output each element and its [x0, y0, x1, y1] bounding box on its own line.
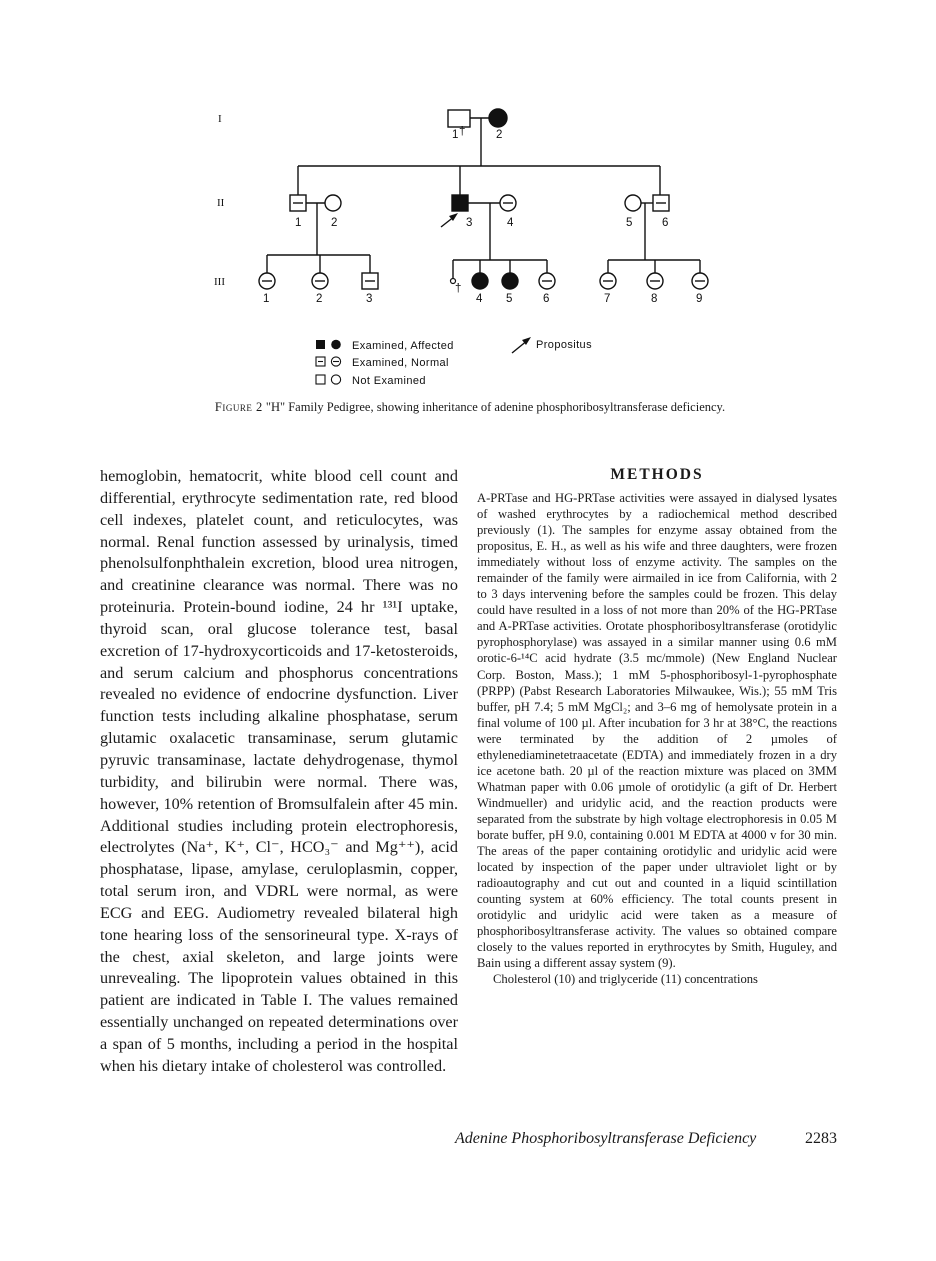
- deceased-mark-I-1: †: [459, 126, 466, 138]
- running-title: Adenine Phosphoribosyltransferase Deficiency: [455, 1130, 757, 1147]
- section-heading-methods: METHODS: [610, 466, 704, 483]
- individual-II-2: [325, 195, 341, 211]
- generation-label-III: III: [214, 276, 225, 288]
- generation-label-I: I: [218, 113, 222, 125]
- individual-II-6: [653, 195, 669, 211]
- individual-III-2: [312, 273, 328, 289]
- legend-normal-label: Examined, Normal: [352, 357, 449, 369]
- individual-III-3: [362, 273, 378, 289]
- figure-caption-text: "H" Family Pedigree, showing inheritance of adenine phosphoribosyltransferase deficiency.: [265, 400, 726, 414]
- figure-label: Figure 2: [214, 400, 263, 414]
- individual-label-II-2: 2: [331, 217, 338, 229]
- individual-label-II-3: 3: [466, 217, 473, 229]
- legend-not-examined-label: Not Examined: [352, 375, 426, 387]
- left-column: [100, 466, 458, 1078]
- individual-III-1: [259, 273, 275, 289]
- generation-label-II: II: [217, 197, 225, 209]
- methods-paragraph-1: A-PRTase and HG-PRTase activities were assayed in dialysed lysates of washed erythrocytes by a radiochemical method described previously (1). The samples for enzyme assay obtained from the propositus, E. H., as well as his wife and three daughters, were frozen immediately without loss of enzyme activity. The samples on the remainder of the family were airmailed in ice from California, with 2 to 3 days intervening before the samples could be frozen. This delay could have resulted in a loss of not more than 20% of the HG-PRTase and A-PRTase activities. Orotate phosphoribosyltransferase (orotidylic pyrophosphorylase) was assayed in a similar manner using 0.6 mM orotic-6-¹⁴C acid hydrate (3.5 mc/mmole) (New England Nuclear Corp. Boston, Mass.); 1 mM 5-phosphoribosyl-1-pyrophosphate (PRPP) (Pabst Research Laboratories Milwaukee, Wis.); 55 mM Tris buffer, pH 7.4; 5 mM MgCl₂; and 3–6 mg of hemolysate protein in a final volume of 100 µl. After incubation for 3 hr at 38°C, the reactions were terminated by the addition of 2 µmoles of ethylenediaminetetraacetate (EDTA) and immediately frozen in a dry ice acetone bath. 20 µl of the reaction mixture was placed on 3MM Whatman paper with 0.06 µmole of orotidylic (a gift of Dr. Herbert Windmueller) and uridylic acid, and the reaction products were separated from the substrate by high voltage electrophoresis in 0.05 M borate buffer, pH 9.0, containing 0.001 M EDTA at 4000 v for 30 min. The areas of the paper containing orotidylic and uridylic acid were located by inspection of the paper under ultraviolet light or by radioautography and cut out and counted in a liquid scintillation counting system at 60% efficiency. The total counts present in orotidylic and uridylic acid were taken as a measure of phosphoribosyltransferase activity. The values so obtained compare closely to the values reported in erythrocytes by Smith, Huguley, and Bain using a different assay system (9).: [477, 491, 837, 971]
- legend-affected-symbols: [316, 340, 341, 350]
- individual-label-II-4: 4: [507, 217, 514, 229]
- legend-propositus-label: Propositus: [536, 339, 592, 351]
- right-column: [477, 464, 837, 987]
- individual-label-III-8: 8: [651, 293, 658, 305]
- individual-I-1: [448, 110, 470, 127]
- individual-label-II-5: 5: [626, 217, 633, 229]
- individual-label-III-3: 3: [366, 293, 373, 305]
- legend-normal-symbols: [316, 357, 341, 366]
- individual-III-8: [647, 273, 663, 289]
- individual-label-I-2: 2: [496, 129, 503, 141]
- individual-II-5: [625, 195, 641, 211]
- propositus-arrow-icon: [441, 213, 458, 227]
- individual-I-2: [489, 109, 507, 127]
- deceased-mark-III: †: [455, 283, 462, 295]
- individual-III-7: [600, 273, 616, 289]
- left-column-text: hemoglobin, hematocrit, white blood cell count and differential, erythrocyte sedimentation rate, red blood cell indexes, platelet count, and reticulocytes, was normal. Renal function assessed by urinalysis, timed phenolsulfonphthalein excretion, blood urea nitrogen, and creatinine clearance was normal. There was no proteinuria. Protein-bound iodine, 24 hr ¹³¹I uptake, thyroid scan, oral glucose tolerance test, basal excretion of 17-hydroxycorticoids and 17-ketosteroids, and serum calcium and phosphorus concentrations revealed no evidence of endocrine dysfunction. Liver function tests including alkaline phosphatase, serum glutamic oxalacetic transaminase, serum glutamic pyruvic transaminase, lactate dehydrogenase, thymol turbidity, and bilirubin were normal. There was, however, 10% retention of Bromsulfalein after 45 min. Additional studies including protein electrophoresis, electrolytes (Na⁺, K⁺, Cl⁻, HCO₃⁻ and Mg⁺⁺), acid phosphatase, lipase, amylase, ceruloplasmin, copper, total serum iron, and VDRL were normal, as were ECG and EEG. Audiometry revealed bilateral high tone hearing loss of the sensorineural type. X-rays of the chest, axial skeleton, and large joints were unrevealing. The lipoprotein values obtained in this patient are indicated in Table I. The values remained essentially unchanged on repeated determinations over a span of 5 months, including a period in the hospital when his dietary intake of cholesterol was controlled.: [100, 467, 458, 1075]
- individual-label-II-6: 6: [662, 217, 669, 229]
- individual-III-9: [692, 273, 708, 289]
- pedigree-chart: [0, 0, 936, 395]
- legend-affected-label: Examined, Affected: [352, 340, 454, 352]
- individual-III-5: [502, 273, 518, 289]
- individual-label-III-9: 9: [696, 293, 703, 305]
- individual-label-II-1: 1: [295, 217, 302, 229]
- individual-label-III-6: 6: [543, 293, 550, 305]
- individual-label-III-2: 2: [316, 293, 323, 305]
- individual-III-6: [539, 273, 555, 289]
- page-number: 2283: [805, 1130, 837, 1147]
- figure-caption: [200, 399, 740, 415]
- individual-label-III-4: 4: [476, 293, 483, 305]
- individual-II-4: [500, 195, 516, 211]
- methods-paragraph-2: Cholesterol (10) and triglyceride (11) concentrations: [493, 972, 758, 987]
- individual-III-4: [472, 273, 488, 289]
- legend-propositus-arrow-icon: [512, 337, 531, 353]
- individual-label-III-5: 5: [506, 293, 513, 305]
- individual-II-3: [452, 195, 468, 211]
- legend-not-examined-symbols: [316, 375, 341, 384]
- page-footer: [455, 1130, 837, 1148]
- individual-label-III-1: 1: [263, 293, 270, 305]
- individual-label-III-7: 7: [604, 293, 611, 305]
- individual-label-I-1: 1: [452, 129, 459, 141]
- individual-II-1: [290, 195, 306, 211]
